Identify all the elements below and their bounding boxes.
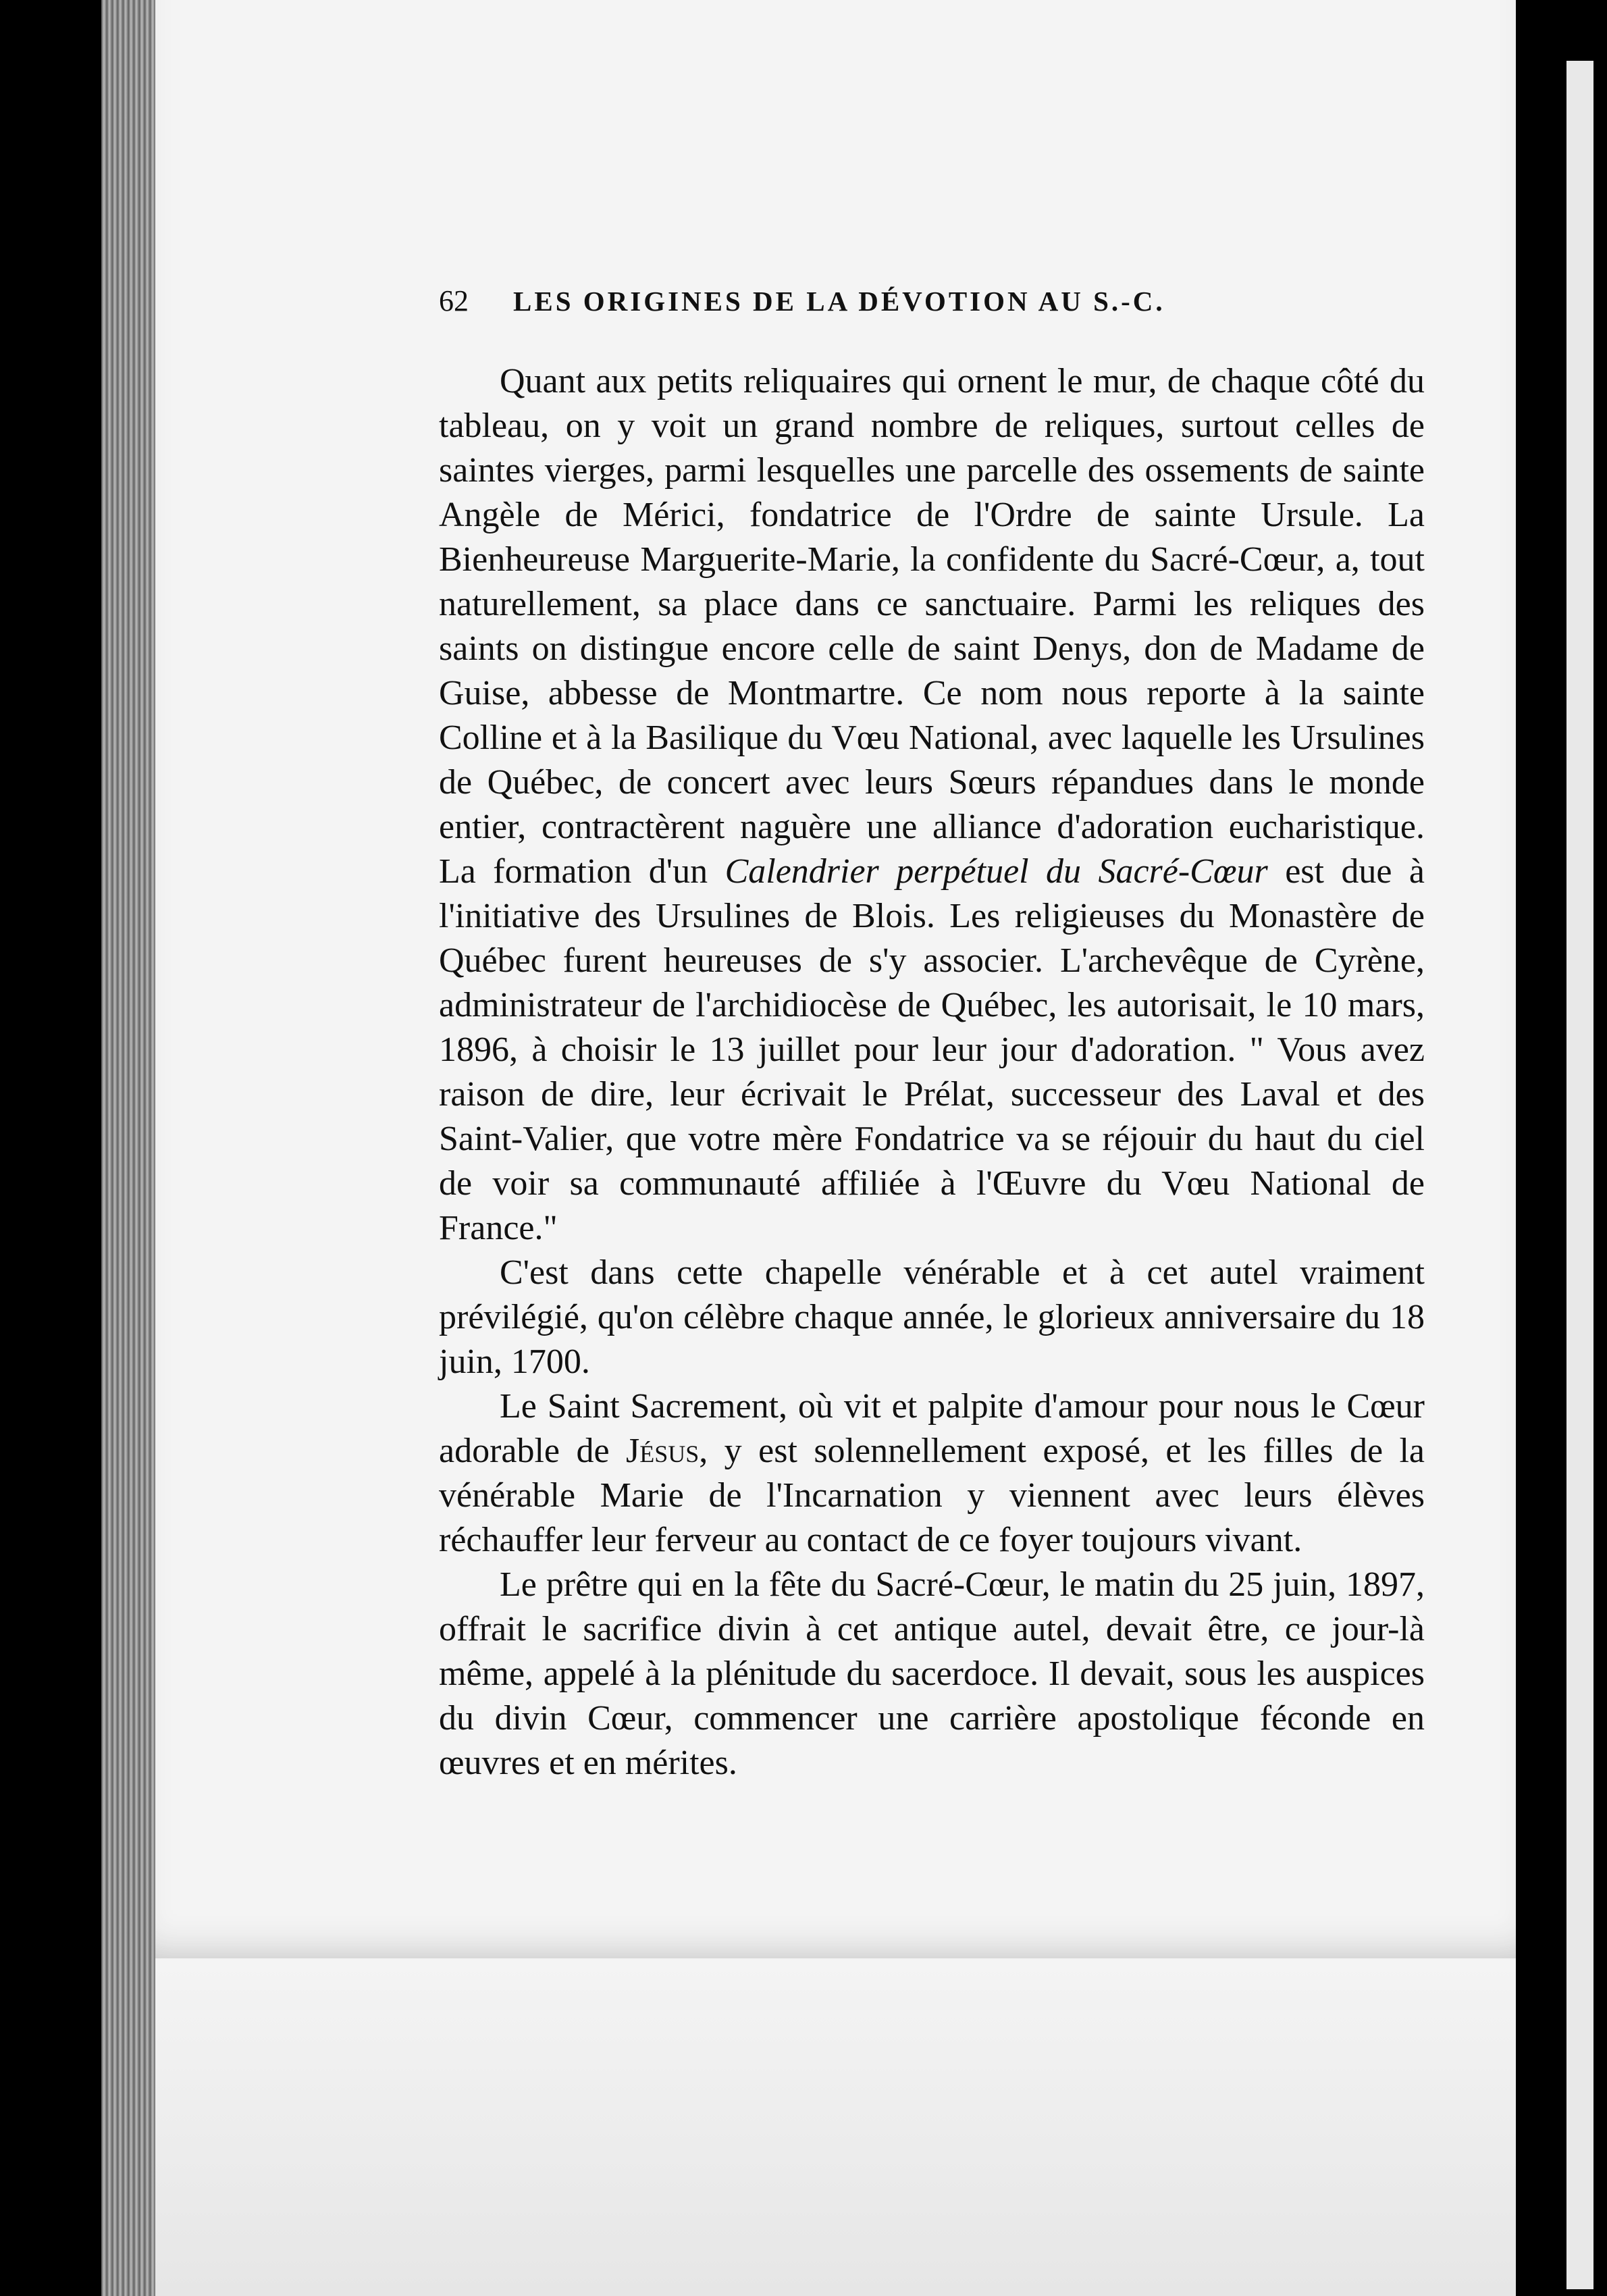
- paragraph-2: C'est dans cette chapelle vénérable et à cet autel vraiment prévilégié, qu'on célèbre chaque année, le glorieux anniversaire du 18 juin, 1700.: [439, 1253, 1425, 1381]
- page-bottom: [155, 1958, 1516, 2296]
- paragraph-3-text-b: , y est solennellement exposé, et les filles de la vénérable Marie de l'Incarnation y viennent avec leurs élèves réchauffer leur ferveur au contact de ce foyer toujours vivant.: [439, 1432, 1425, 1559]
- facing-page-edge: [1566, 61, 1593, 2289]
- paragraph-1-text-b: est due à l'initiative des Ursulines de Blois. Les religieuses du Monastère de Québec furent heureuses de s'y associer. L'archevêque de Cyrène, administrateur de l'archidiocèse de Québec, les autorisait, le 10 mars, 1896, à choisir le 13 juillet pour leur jour d'adoration. " Vous avez raison de dire, leur écrivait le Prélat, successeur des Laval et des Saint-Valier, que votre mère Fondatrice va se réjouir du haut du ciel de voir sa communauté affiliée à l'Œuvre du Vœu National de France.": [439, 852, 1425, 1247]
- paragraph-3: [439, 1384, 1425, 1563]
- page-edges: [101, 0, 155, 2296]
- running-title: LES ORIGINES DE LA DÉVOTION AU S.-C.: [513, 286, 1165, 317]
- paragraph-1-text-a: Quant aux petits reliquaires qui ornent le mur, de chaque côté du tableau, on y voit un grand nombre de reliques, surtout celles de saintes vierges, parmi lesquelles une parcelle des ossements de sainte Angèle de Mérici, fondatrice de l'Ordre de sainte Ursule. La Bienheureuse Marguerite-Marie, la confidente du Sacré-Cœur, a, tout naturellement, sa place dans ce sanctuaire. Parmi les reliques des saints on distingue encore celle de saint Denys, don de Madame de Guise, abbesse de Montmartre. Ce nom nous reporte à la sainte Colline et à la Basilique du Vœu National, avec laquelle les Ursulines de Québec, de concert avec leurs Sœurs répandues dans le monde entier, contractèrent naguère une alliance d'adoration eucharistique. La formation d'un: [439, 362, 1425, 891]
- calendar-title-italic: Calendrier perpétuel du Sacré-Cœur: [725, 852, 1268, 891]
- paragraph-3-text-a: Le Saint Sacrement, où vit et palpite d'amour pour nous le Cœur adorable de: [439, 1387, 1425, 1470]
- page-number: 62: [439, 284, 469, 317]
- paragraph-4: Le prêtre qui en la fête du Sacré-Cœur, le matin du 25 juin, 1897, offrait le sacrifice divin à cet antique autel, devait être, ce jour-là même, appelé à la plénitude du sacerdoce. Il devait, sous les auspices du divin Cœur, commencer une carrière apostolique féconde en œuvres et en mérites.: [439, 1565, 1425, 1782]
- page-content: [439, 284, 1425, 1785]
- running-head: [439, 284, 1425, 327]
- name-jesus: Jésus: [625, 1432, 700, 1470]
- body-text: [439, 359, 1425, 1785]
- paragraph-1: [439, 359, 1425, 1251]
